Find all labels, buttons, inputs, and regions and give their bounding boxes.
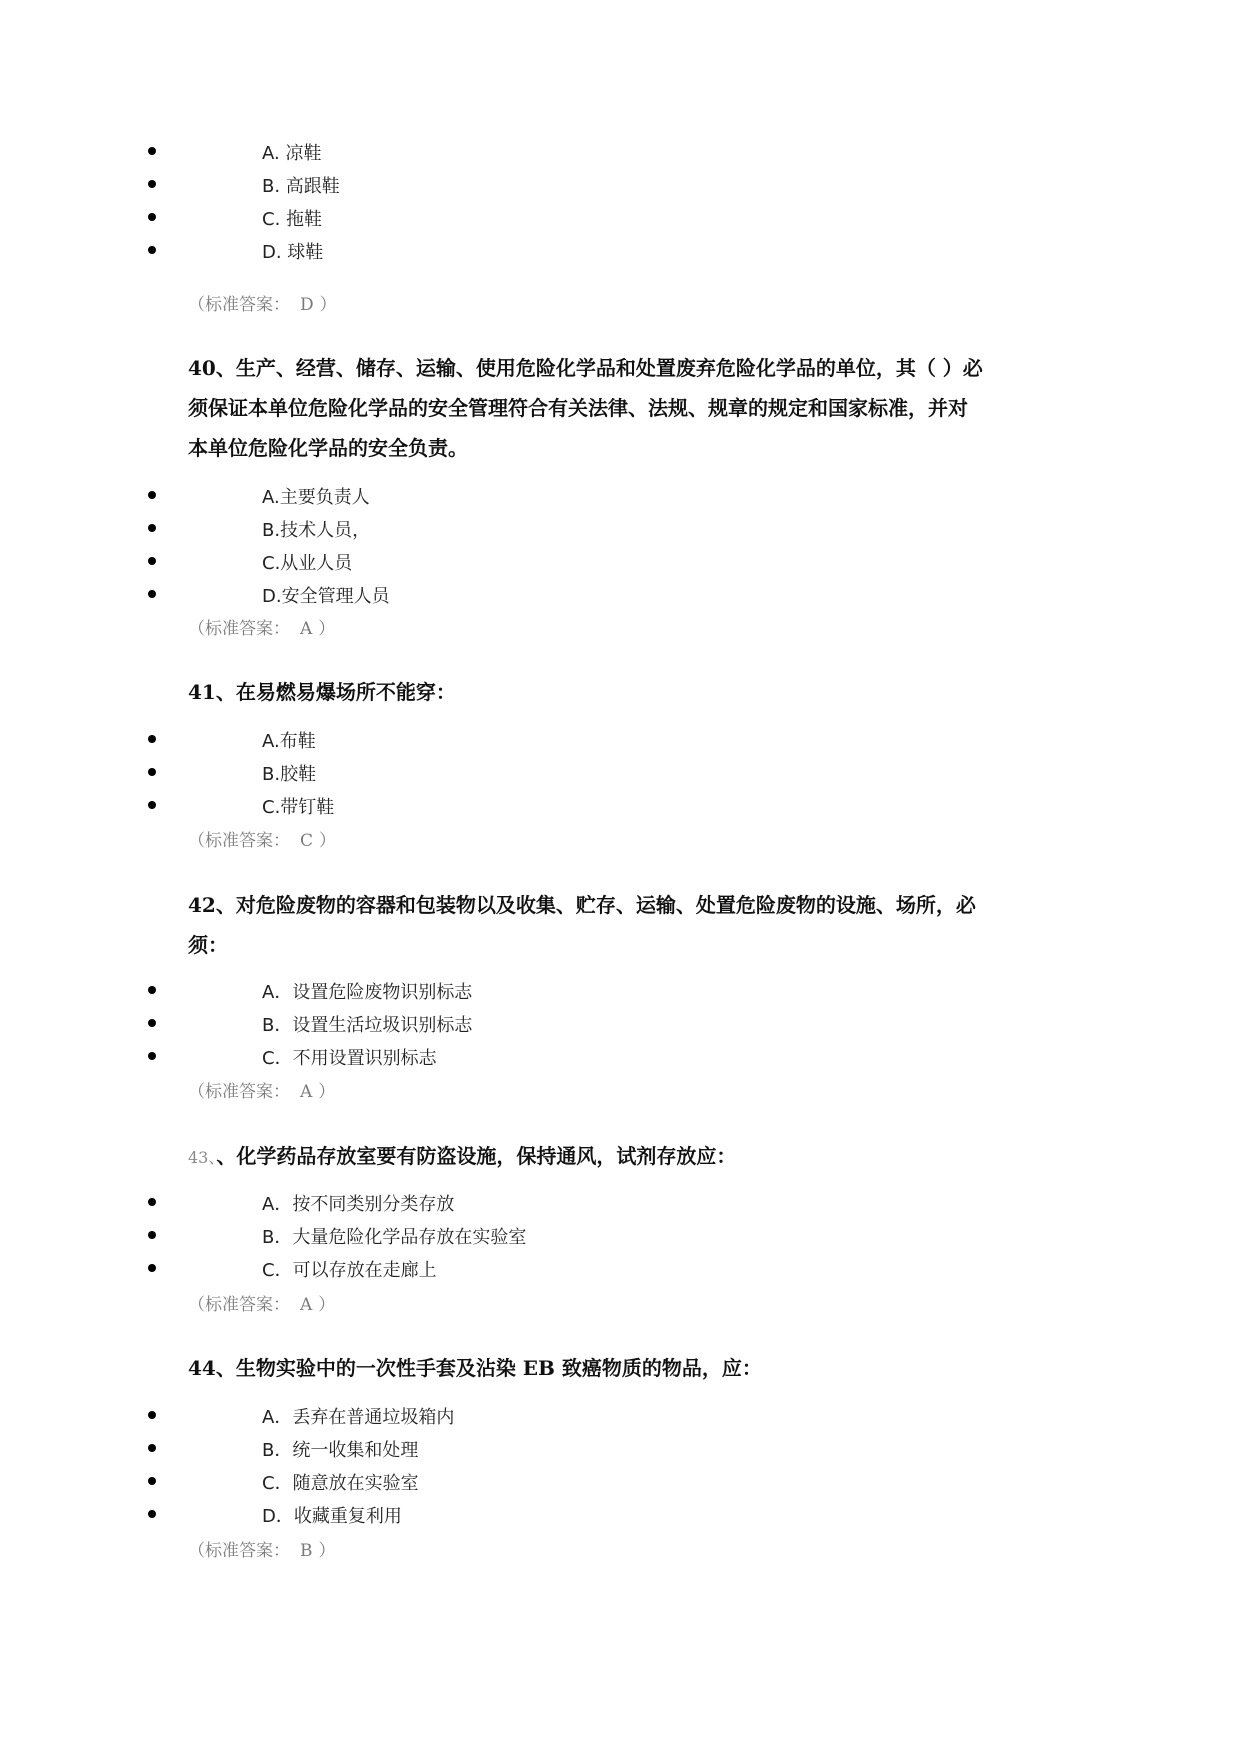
answer-value: B xyxy=(300,1541,313,1561)
option-text: A. 凉鞋 xyxy=(262,143,322,164)
option-text: C．不用设置识别标志 xyxy=(262,1048,437,1069)
option-q40-d xyxy=(0,579,1241,609)
answer-q42 xyxy=(188,1077,335,1103)
bullet-icon xyxy=(148,1411,156,1419)
option-text: D．收藏重复利用 xyxy=(262,1506,402,1527)
option-q39-b xyxy=(0,169,1241,199)
option-q40-b xyxy=(0,513,1241,543)
option-text: B．大量危险化学品存放在实验室 xyxy=(262,1227,527,1248)
option-text: A．设置危险废物识别标志 xyxy=(262,982,473,1003)
option-q44-c xyxy=(0,1466,1241,1496)
option-text: B.胶鞋 xyxy=(262,764,317,785)
answer-suffix: ） xyxy=(318,619,336,639)
bullet-icon xyxy=(148,590,156,598)
option-q41-a xyxy=(0,724,1241,754)
question-44-line-1: 44、生物实验中的一次性手套及沾染 EB 致癌物质的物品，应： xyxy=(188,1356,762,1380)
option-text: B．设置生活垃圾识别标志 xyxy=(262,1015,473,1036)
bullet-icon xyxy=(148,1477,156,1485)
answer-value: A xyxy=(300,619,313,639)
answer-suffix: ） xyxy=(318,1295,336,1315)
question-41-line-1: 41、在易燃易爆场所不能穿： xyxy=(188,680,456,704)
answer-value: A xyxy=(300,1082,313,1102)
option-q43-a xyxy=(0,1187,1241,1217)
option-text: A.布鞋 xyxy=(262,731,316,752)
bullet-icon xyxy=(148,491,156,499)
option-q42-b xyxy=(0,1008,1241,1038)
answer-prefix: （标准答案： xyxy=(188,1295,290,1315)
answer-q44 xyxy=(188,1536,336,1562)
option-text: C. 拖鞋 xyxy=(262,209,323,230)
bullet-icon xyxy=(148,768,156,776)
answer-q39 xyxy=(188,290,337,316)
answer-suffix: ） xyxy=(318,1541,336,1561)
option-text: A．按不同类别分类存放 xyxy=(262,1194,455,1215)
question-43-number: 43、 xyxy=(188,1148,217,1167)
answer-value: D xyxy=(300,295,314,315)
option-text: C．可以存放在走廊上 xyxy=(262,1260,437,1281)
answer-suffix: ） xyxy=(318,1082,336,1102)
bullet-icon xyxy=(148,801,156,809)
bullet-icon xyxy=(148,213,156,221)
option-q41-c xyxy=(0,790,1241,820)
question-42-line-1: 42、对危险废物的容器和包装物以及收集、贮存、运输、处置危险废物的设施、场所，必 xyxy=(188,893,976,917)
bullet-icon xyxy=(148,1019,156,1027)
bullet-icon xyxy=(148,1231,156,1239)
bullet-icon xyxy=(148,524,156,532)
option-q44-a xyxy=(0,1400,1241,1430)
bullet-icon xyxy=(148,246,156,254)
option-text: A.主要负责人 xyxy=(262,487,370,508)
bullet-icon xyxy=(148,180,156,188)
question-43-text: 、化学药品存放室要有防盗设施，保持通风，试剂存放应： xyxy=(216,1144,737,1168)
answer-prefix: （标准答案： xyxy=(188,619,290,639)
bullet-icon xyxy=(148,735,156,743)
option-q40-a xyxy=(0,480,1241,510)
answer-suffix: ） xyxy=(319,831,337,851)
bullet-icon xyxy=(148,1052,156,1060)
bullet-icon xyxy=(148,1198,156,1206)
bullet-icon xyxy=(148,557,156,565)
option-text: B.技术人员， xyxy=(262,520,371,541)
option-text: C.从业人员 xyxy=(262,553,353,574)
question-40-line-2: 须保证本单位危险化学品的安全管理符合有关法律、法规、规章的规定和国家标准，并对 xyxy=(188,396,968,420)
answer-value: A xyxy=(300,1295,313,1315)
option-q39-a xyxy=(0,136,1241,166)
answer-q40 xyxy=(188,614,335,640)
option-q39-d xyxy=(0,235,1241,265)
option-text: B．统一收集和处理 xyxy=(262,1440,419,1461)
bullet-icon xyxy=(148,147,156,155)
option-q43-b xyxy=(0,1220,1241,1250)
question-40-line-1: 40、生产、经营、储存、运输、使用危险化学品和处置废弃危险化学品的单位，其（ ）必 xyxy=(188,356,983,380)
question-40-line-3: 本单位危险化学品的安全负责。 xyxy=(188,436,468,460)
answer-prefix: （标准答案： xyxy=(188,831,290,851)
bullet-icon xyxy=(148,1264,156,1272)
option-q44-d xyxy=(0,1499,1241,1529)
question-42-line-2: 须： xyxy=(188,933,228,957)
option-text: B. 高跟鞋 xyxy=(262,176,340,197)
option-q43-c xyxy=(0,1253,1241,1283)
bullet-icon xyxy=(148,1444,156,1452)
bullet-icon xyxy=(148,986,156,994)
option-q39-c xyxy=(0,202,1241,232)
option-q40-c xyxy=(0,546,1241,576)
answer-q43 xyxy=(188,1290,335,1316)
bullet-icon xyxy=(148,1510,156,1518)
option-text: C.带钉鞋 xyxy=(262,797,335,818)
option-q44-b xyxy=(0,1433,1241,1463)
option-text: C．随意放在实验室 xyxy=(262,1473,419,1494)
answer-prefix: （标准答案： xyxy=(188,295,290,315)
question-43-line-1 xyxy=(188,1140,736,1169)
answer-prefix: （标准答案： xyxy=(188,1082,290,1102)
option-q42-a xyxy=(0,975,1241,1005)
option-text: D. 球鞋 xyxy=(262,242,324,263)
answer-q41 xyxy=(188,826,336,852)
answer-prefix: （标准答案： xyxy=(188,1541,290,1561)
answer-value: C xyxy=(300,831,314,851)
option-q41-b xyxy=(0,757,1241,787)
option-text: A．丢弃在普通垃圾箱内 xyxy=(262,1407,455,1428)
option-q42-c xyxy=(0,1041,1241,1071)
answer-suffix: ） xyxy=(319,295,337,315)
option-text: D.安全管理人员 xyxy=(262,586,390,607)
